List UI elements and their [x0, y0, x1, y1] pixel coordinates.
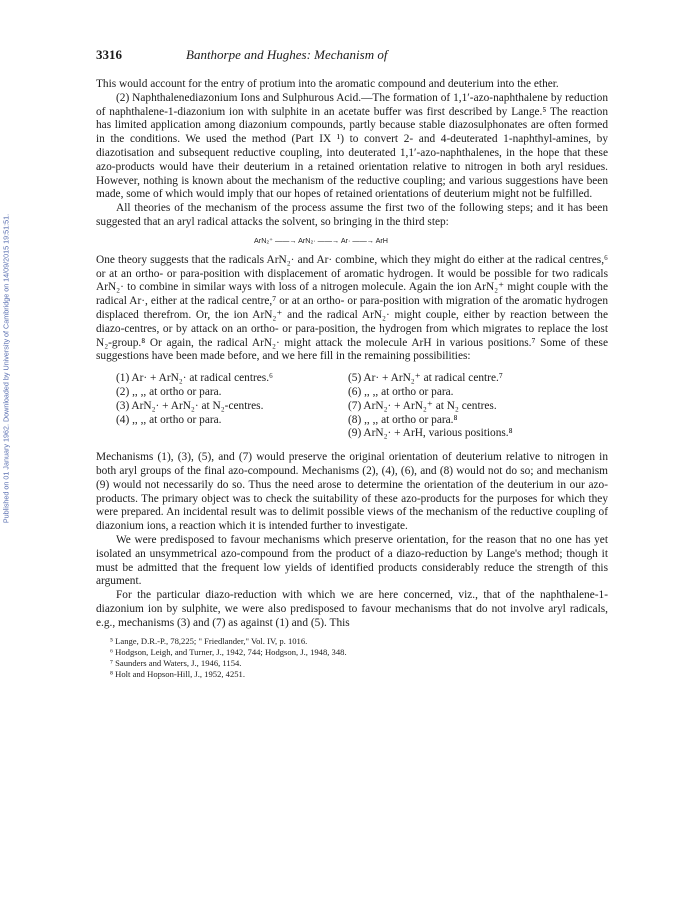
- page-header: [96, 48, 608, 72]
- paragraph-1: This would account for the entry of protium into the aromatic compound and deuterium into the ether.: [96, 78, 559, 90]
- mechanism-item: (6) ,, ,, at ortho or para.: [348, 385, 454, 398]
- paragraph-5: Mechanisms (1), (3), (5), and (7) would preserve the original orientation of deuterium relative to nitrogen in both aryl groups of the final azo-compound. Mechanisms (2), (4), (6), and (8) would not do so; and mechanism (9) would not necessarily do so. Thus the need arose to determine the orientation of the deuterium in our azo-products. The primary object was to check the suitability of these azo-products for the purposes for which they were prepared. An incidental result was to delimit possible views of the mechanism of the reductive coupling of diazonium ions, a reaction which it is intended further to investigate.: [96, 451, 608, 533]
- mechanism-item: (1) Ar· + ArN₂· at radical centres.⁶: [116, 372, 273, 385]
- mechanism-item: (3) ArN₂· + ArN₂· at N₂-centres.: [116, 399, 264, 412]
- download-watermark: [0, 150, 12, 590]
- footnote: ⁵ Lange, D.R.-P., 78,225; " Friedlander," Vol. IV, p. 1016.: [110, 636, 308, 647]
- footnotes: [96, 636, 608, 680]
- mechanism-item: (2) ,, ,, at ortho or para.: [116, 385, 222, 398]
- page-number: 3316: [96, 47, 122, 62]
- mechanism-item: (8) ,, ,, at ortho or para.⁸: [348, 413, 458, 426]
- footnote: ⁸ Holt and Hopson-Hill, J., 1952, 4251.: [110, 669, 246, 680]
- footnote: ⁷ Saunders and Waters, J., 1946, 1154.: [110, 658, 242, 669]
- footnote: ⁶ Hodgson, Leigh, and Turner, J., 1942, 744; Hodgson, J., 1948, 348.: [110, 647, 347, 658]
- mechanism-item: (4) ,, ,, at ortho or para.: [116, 413, 222, 426]
- mechanism-list: [116, 372, 608, 441]
- paragraph-3: All theories of the mechanism of the process assume the first two of the following steps; and it has been suggested that an aryl radical attacks the solvent, so bringing in the third step:: [96, 202, 608, 228]
- mechanism-list-left: [116, 372, 348, 441]
- download-watermark-text: Published on 01 January 1962. Downloaded by University of Cambridge on 14/09/2015 19:51:51.: [1, 213, 11, 524]
- paragraph-2: (2) Naphthalenediazonium Ions and Sulphurous Acid.—The formation of 1,1′-azo-naphthalene by reduction of naphthalene-1-diazonium ion with sulphite in an acetate buffer was first described by Lange.⁵ The reaction has limited application among diazonium compounds, partly because stable diazosulphonates are often formed in the conditions. We used the method (Part IX ¹) to convert 2- and 4-deuterated 1-naphthyl-amines, by diazotisation and subsequent reductive coupling, into deuterated 1,1′-azo-naphthalenes, in the hope that these azo-products would have their deuterium in a retained orientation relative to nitrogen in both aryl residues. However, nothing is known about the mechanism of the reductive coupling; and various suggestions have been made, some of which would imply that our hopes of retained orientations of deuterium might not be fulfilled.: [96, 91, 608, 201]
- running-title: Banthorpe and Hughes: Mechanism of: [186, 47, 388, 62]
- page-body: [96, 48, 608, 680]
- paragraph-7: For the particular diazo-reduction with which we are here concerned, viz., that of the naphthalene-1-diazonium ion by sulphite, we were also predisposed to favour mechanisms that do not involve aryl radicals, e.g., mechanisms (3) and (7) as against (1) and (5). This: [96, 589, 608, 629]
- mechanism-item: (5) Ar· + ArN₂⁺ at radical centre.⁷: [348, 372, 503, 385]
- paragraph-6: We were predisposed to favour mechanisms which preserve orientation, for the reason that no one has yet isolated an unsymmetrical azo-compound from the product of a diazo-reduction by Lange's method; though it must be admitted that the frequent low yields of identified products considerably reduce the strength of this argument.: [96, 533, 608, 588]
- paragraph-4: One theory suggests that the radicals ArN₂· and Ar· combine, which they might do either at the radical centres,⁶ or at an ortho- or para-position with displacement of aromatic hydrogen. It would be possible for two radicals ArN₂· to combine in similar ways with loss of a nitrogen molecule. Again the ion ArN₂⁺ might couple with the radical Ar·, either at the radical centre,⁷ or at an ortho- or para-position with migration of the aromatic hydrogen displaced therefrom. Or, the ion ArN₂⁺ and the radical ArN₂· might couple, either by reaction between the diazo-centres, or by attack on an ortho- or para-position, the hydrogen from which migrates to replace the lost N₂-group.⁸ Or again, the radical ArN₂· might attack the molecule ArH in various positions.⁷ Some of these suggestions have been made before, and we here fill in the remaining possibilities:: [96, 253, 608, 363]
- mechanism-item: (9) ArN₂· + ArH, various positions.⁸: [348, 427, 513, 440]
- mechanism-item: (7) ArN₂· + ArN₂⁺ at N₂ centres.: [348, 399, 497, 412]
- reaction-scheme: ArN₂⁺ ——→ ArN₂· ——→ Ar· ——→ ArH: [254, 235, 388, 245]
- mechanism-list-right: [348, 372, 608, 441]
